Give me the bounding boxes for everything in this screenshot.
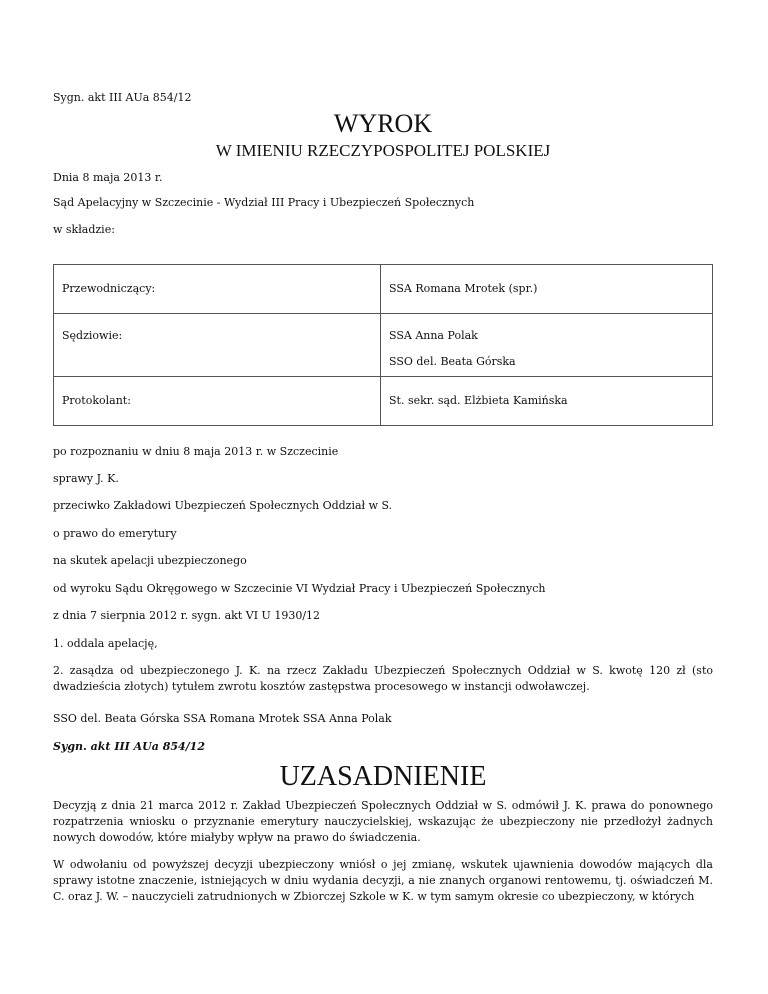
case-number: Sygn. akt III AUa 854/12 (53, 91, 192, 104)
table-row (54, 265, 713, 314)
judgment-date: Dnia 8 maja 2013 r. (53, 171, 163, 184)
justification-title: UZASADNIENIE (279, 761, 487, 792)
presiding-label: Przewodniczący: (62, 282, 156, 295)
proceedings-line-2: sprawy J. K. (53, 472, 119, 485)
judge-2: SSO del. Beata Górska (389, 355, 516, 368)
judgment-subtitle: W IMIENIU RZECZYPOSPOLITEJ POLSKIEJ (215, 141, 551, 160)
table-row (54, 314, 713, 377)
judgment-title: WYROK (333, 109, 433, 138)
composition-label: w składzie: (53, 223, 115, 236)
justification-paragraph-1: Decyzją z dnia 21 marca 2012 r. Zakład Ubezpieczeń Społecznych Oddział w S. odmówił J. K. prawa do ponownego rozpatrzenia wniosku o przyznanie emerytury nauczycielskiej, wskazując że ubezpieczony nie przedłożył żadnych nowych dowodów, które miałyby wpływ na prawo do świadczenia. (53, 799, 713, 844)
judges-label: Sędziowie: (62, 329, 123, 342)
proceedings-line-4: o prawo do emerytury (53, 527, 177, 540)
proceedings-line-1: po rozpoznaniu w dniu 8 maja 2013 r. w Szczecinie (53, 445, 339, 458)
presiding-judge: SSA Romana Mrotek (spr.) (389, 282, 538, 295)
table-row (54, 377, 713, 426)
proceedings-line-6: od wyroku Sądu Okręgowego w Szczecinie VI Wydział Pracy i Ubezpieczeń Społecznych (53, 582, 546, 595)
court-name: Sąd Apelacyjny w Szczecinie - Wydział III Pracy i Ubezpieczeń Społecznych (53, 196, 475, 209)
ruling-item-2: 2. zasądza od ubezpieczonego J. K. na rzecz Zakładu Ubezpieczeń Społecznych Oddział w S. kwotę 120 zł (sto dwadzieścia złotych) tytułem zwrotu kosztów zastępstwa procesowego w instancji odwoławczej. (53, 664, 713, 693)
clerk-name: St. sekr. sąd. Elżbieta Kamińska (389, 394, 568, 407)
proceedings-line-5: na skutek apelacji ubezpieczonego (53, 554, 247, 567)
justification-case-number: Sygn. akt III AUa 854/12 (53, 740, 205, 753)
proceedings-line-3: przeciwko Zakładowi Ubezpieczeń Społecznych Oddział w S. (53, 499, 393, 512)
proceedings-line-7: z dnia 7 sierpnia 2012 r. sygn. akt VI U 1930/12 (53, 609, 321, 622)
ruling-item-1: 1. oddala apelację, (53, 637, 158, 650)
judge-1: SSA Anna Polak (389, 329, 478, 342)
justification-paragraph-2: W odwołaniu od powyższej decyzji ubezpieczony wniósł o jej zmianę, wskutek ujawnienia dowodów mających dla sprawy istotne znaczenie, istniejących w dniu wydania decyzji, a nie znanych organowi rentowemu, tj. oświadczeń M. C. oraz J. W. – nauczycieli zatrudnionych w Zbiorczej Szkole w K. w tym samym okresie co ubezpieczony, w których (53, 858, 713, 903)
signatures: SSO del. Beata Górska SSA Romana Mrotek SSA Anna Polak (53, 712, 392, 725)
clerk-label: Protokolant: (62, 394, 131, 407)
court-panel-table (53, 264, 713, 426)
